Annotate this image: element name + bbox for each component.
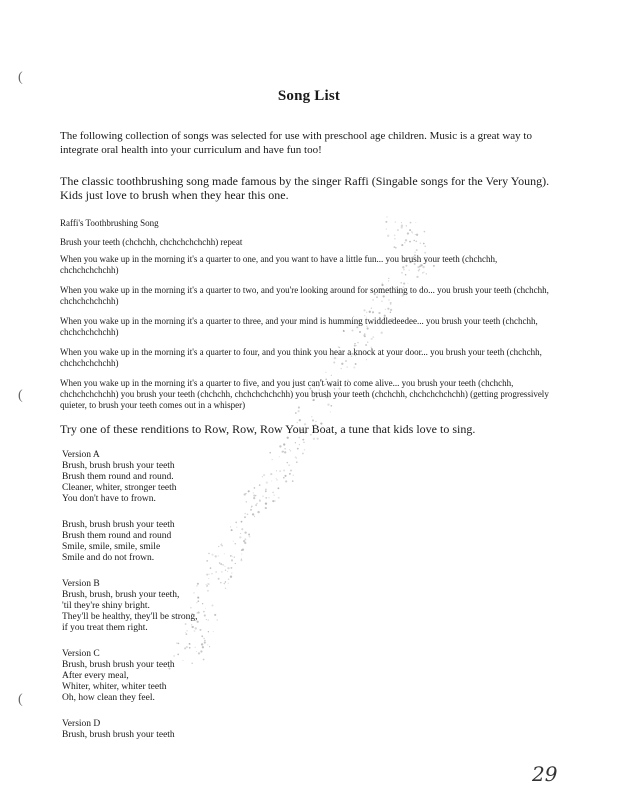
speckle-dot <box>182 660 183 661</box>
speckle-dot <box>228 583 229 584</box>
speckle-dot <box>394 235 396 237</box>
speckle-dot <box>248 490 250 492</box>
speckle-dot <box>206 560 208 562</box>
speckle-dot <box>198 612 200 614</box>
lyric-line: Whiter, whiter, whiter teeth <box>62 682 167 692</box>
speckle-dot <box>200 650 202 652</box>
speckle-dot <box>407 283 408 284</box>
speckle-dot <box>208 620 209 621</box>
speckle-dot <box>385 309 386 310</box>
speckle-dot <box>255 495 256 496</box>
speckle-dot <box>290 469 292 471</box>
speckle-dot <box>243 540 245 542</box>
speckle-dot <box>230 555 232 557</box>
speckle-dot <box>295 456 296 457</box>
speckle-dot <box>190 607 192 609</box>
speckle-dot <box>212 605 214 607</box>
speckle-dot <box>186 646 188 648</box>
speckle-dot <box>276 478 277 479</box>
speckle-dot <box>304 449 305 450</box>
speckle-dot <box>220 563 222 565</box>
speckle-dot <box>272 492 274 494</box>
speckle-dot <box>269 452 271 454</box>
speckle-dot <box>186 630 188 632</box>
speckle-dot <box>265 491 267 493</box>
speckle-dot <box>256 503 258 505</box>
speckle-dot <box>281 451 283 453</box>
speckle-dot <box>262 495 263 496</box>
intro-paragraph: The following collection of songs was selected for use with preschool age children. Music is a great way to integrate oral health into your curriculum and have fun too! <box>60 130 532 156</box>
speckle-dot <box>220 544 221 545</box>
speckle-dot <box>225 581 226 582</box>
speckle-dot <box>196 651 197 652</box>
speckle-dot <box>372 311 374 313</box>
speckle-dot <box>176 642 178 644</box>
speckle-dot <box>414 252 415 253</box>
speckle-dot <box>317 438 319 440</box>
speckle-dot <box>244 493 246 495</box>
speckle-dot <box>224 553 225 554</box>
speckle-dot <box>230 567 232 569</box>
speckle-dot <box>204 614 206 616</box>
speckle-dot <box>369 311 371 313</box>
lyric-line: You don't have to frown. <box>62 494 156 504</box>
speckle-dot <box>207 585 208 586</box>
lyric-line: Oh, how clean they feel. <box>62 693 155 703</box>
speckle-dot <box>288 464 290 466</box>
speckle-dot <box>302 439 304 441</box>
speckle-dot <box>241 521 243 523</box>
speckle-dot <box>313 438 315 440</box>
speckle-dot <box>279 456 280 457</box>
speckle-dot <box>400 282 402 284</box>
speckle-dot <box>236 527 237 528</box>
speckle-dot <box>303 442 304 443</box>
speckle-dot <box>191 624 192 625</box>
speckle-dot <box>205 608 206 609</box>
speckle-dot <box>390 312 392 314</box>
speckle-dot <box>416 249 418 251</box>
speckle-dot <box>196 585 197 586</box>
speckle-dot <box>240 533 241 534</box>
lyric-line: After every meal, <box>62 671 129 681</box>
speckle-dot <box>221 545 223 547</box>
speckle-dot <box>206 619 207 620</box>
speckle-dot <box>263 474 265 476</box>
speckle-dot <box>227 571 228 572</box>
speckle-dot <box>265 507 267 509</box>
margin-mark: ( <box>18 692 23 707</box>
speckle-dot <box>409 229 411 231</box>
lyric-line: Brush, brush brush your teeth <box>62 461 175 471</box>
speckle-dot <box>231 572 232 573</box>
speckle-dot <box>292 480 294 482</box>
speckle-dot <box>235 543 236 544</box>
speckle-dot <box>234 557 235 558</box>
speckle-dot <box>177 654 179 656</box>
speckle-dot <box>239 536 241 538</box>
speckle-dot <box>203 638 204 639</box>
speckle-dot <box>299 419 301 421</box>
speckle-dot <box>207 583 208 584</box>
speckle-dot <box>378 312 380 314</box>
speckle-dot <box>185 632 186 633</box>
lyric-line: Brush them round and round. <box>62 472 174 482</box>
speckle-dot <box>259 500 260 501</box>
page-title: Song List <box>277 88 341 104</box>
speckle-dot <box>390 309 392 311</box>
speckle-dot <box>274 495 275 496</box>
speckle-dot <box>235 522 237 524</box>
speckle-dot <box>283 477 285 479</box>
speckle-dot <box>217 619 218 620</box>
speckle-dot <box>296 461 298 463</box>
speckle-dot <box>272 500 274 502</box>
speckle-dot <box>265 489 267 491</box>
speckle-dot <box>289 473 291 475</box>
speckle-dot <box>209 646 210 647</box>
speckle-dot <box>388 278 389 279</box>
speckle-dot <box>198 652 200 654</box>
speckle-dot <box>262 476 263 477</box>
speckle-dot <box>202 603 203 604</box>
speckle-dot <box>207 644 208 645</box>
speckle-dot <box>325 372 326 373</box>
speckle-dot <box>227 568 228 569</box>
speckle-dot <box>285 480 287 482</box>
speckle-dot <box>206 584 207 585</box>
speckle-dot <box>184 647 186 649</box>
speckle-dot <box>193 592 194 593</box>
speckle-dot <box>222 564 223 565</box>
speckle-dot <box>287 437 289 439</box>
speckle-dot <box>246 501 247 502</box>
speckle-dot <box>249 536 251 538</box>
raffi-song-title: Raffi's Toothbrushing Song <box>60 218 159 228</box>
speckle-dot <box>415 234 416 235</box>
speckle-dot <box>424 231 426 233</box>
margin-mark: ( <box>18 388 23 403</box>
speckle-dot <box>228 578 230 580</box>
speckle-dot <box>241 528 243 530</box>
version-d-heading: Version D <box>62 719 101 729</box>
lyric-line: Smile and do not frown. <box>62 553 155 563</box>
speckle-dot <box>265 497 267 499</box>
speckle-dot <box>244 531 246 533</box>
verse-line: When you wake up in the morning it's a quarter to five, and you just can't wait to come alive... you brush your teeth (chchchh, chchchchchchh) you brush your teeth (chchchh, chchchchchchh) you brush your teeth (chchchh, chchchchchchh) (getting progressively quieter, to brush your teeth comes out in a whisper) <box>60 378 549 410</box>
page-number: 29 <box>532 762 558 786</box>
speckle-dot <box>195 647 196 648</box>
speckle-dot <box>240 559 242 561</box>
speckle-dot <box>244 538 246 540</box>
speckle-dot <box>382 283 383 284</box>
speckle-dot <box>298 437 300 439</box>
lyric-line: if you treat them right. <box>62 623 148 633</box>
speckle-dot <box>199 629 201 631</box>
speckle-dot <box>268 497 269 498</box>
speckle-dot <box>225 570 226 571</box>
speckle-dot <box>204 642 206 644</box>
speckle-dot <box>178 643 180 645</box>
speckle-dot <box>276 470 277 471</box>
speckle-dot <box>295 442 296 443</box>
speckle-dot <box>253 494 255 496</box>
version-a-heading: Version A <box>62 450 100 460</box>
speckle-dot <box>252 513 254 515</box>
speckle-dot <box>407 232 409 234</box>
lyric-line: Smile, smile, smile, smile <box>62 542 161 552</box>
speckle-dot <box>255 504 256 505</box>
speckle-dot <box>219 562 221 564</box>
speckle-dot <box>276 479 277 480</box>
speckle-dot <box>206 574 208 576</box>
speckle-dot <box>218 578 220 580</box>
speckle-dot <box>235 563 236 564</box>
row-row-intro: Try one of these renditions to Row, Row, Row Your Boat, a tune that kids love to sing. <box>60 422 476 436</box>
speckle-dot <box>207 590 209 592</box>
speckle-dot <box>311 416 312 417</box>
speckle-dot <box>195 627 197 629</box>
speckle-dot <box>250 509 252 511</box>
speckle-dot <box>231 559 233 561</box>
speckle-dot <box>218 555 219 556</box>
speckle-dot <box>371 338 373 340</box>
classic-song-paragraph: The classic toothbrushing song made famous by the singer Raffi (Singable songs for the Very Young). Kids just love to brush when they hear this one. <box>60 174 550 202</box>
verse-line: When you wake up in the morning it's a quarter to two, and you're looking around for something to do... you brush your teeth (chchchh, chchchchchchh) <box>60 285 549 306</box>
speckle-dot <box>247 513 249 515</box>
speckle-dot <box>265 502 267 504</box>
speckle-dot <box>242 548 244 550</box>
lyric-line: They'll be healthy, they'll be strong, <box>62 612 198 622</box>
speckle-dot <box>173 655 174 656</box>
speckle-dot <box>387 308 389 310</box>
speckle-dot <box>251 505 253 507</box>
speckle-dot <box>197 600 199 602</box>
speckle-dot <box>233 541 234 542</box>
speckle-dot <box>365 344 367 346</box>
speckle-dot <box>284 448 285 449</box>
speckle-dot <box>257 511 259 513</box>
speckle-dot <box>231 529 233 531</box>
speckle-dot <box>214 614 216 616</box>
verse-line: When you wake up in the morning it's a quarter to three, and your mind is humming twiddledeedee... you brush your teeth (chchchh, chchchchchchh) <box>60 316 538 337</box>
speckle-dot <box>254 487 256 489</box>
speckle-dot <box>203 611 205 613</box>
speckle-dot <box>202 646 204 648</box>
speckle-dot <box>244 513 245 514</box>
speckle-dot <box>412 232 413 233</box>
speckle-dot <box>266 482 268 484</box>
speckle-dot <box>204 640 206 642</box>
speckle-dot <box>283 470 285 472</box>
speckle-dot <box>279 470 280 471</box>
lyric-line: Cleaner, whiter, stronger teeth <box>62 483 177 493</box>
verse-line: When you wake up in the morning it's a quarter to one, and you want to have a little fun... you brush your teeth (chchchh, chchchchchchh) <box>60 254 498 275</box>
speckle-dot <box>284 451 286 453</box>
speckle-dot <box>290 450 291 451</box>
speckle-dot <box>224 566 225 567</box>
speckle-dot <box>241 553 242 554</box>
speckle-dot <box>363 309 365 311</box>
speckle-dot <box>330 411 331 412</box>
speckle-dot <box>203 659 205 661</box>
speckle-dot <box>230 576 232 578</box>
speckle-dot <box>289 449 290 450</box>
speckle-dot <box>221 544 222 545</box>
speckle-dot <box>218 546 219 547</box>
speckle-dot <box>208 578 209 579</box>
speckle-dot <box>416 276 418 278</box>
speckle-dot <box>191 663 193 665</box>
speckle-dot <box>259 484 261 486</box>
speckle-dot <box>244 516 246 518</box>
speckle-dot <box>216 571 217 572</box>
speckle-dot <box>297 448 299 450</box>
speckle-dot <box>299 444 300 445</box>
speckle-dot <box>248 534 250 536</box>
speckle-dot <box>284 475 286 477</box>
speckle-dot <box>185 623 187 625</box>
speckle-dot <box>232 556 233 557</box>
lyric-line: Brush them round and round <box>62 531 172 541</box>
speckle-dot <box>272 459 273 460</box>
speckle-dot <box>253 497 255 499</box>
speckle-dot <box>210 567 212 569</box>
speckle-dot <box>416 234 418 236</box>
speckle-dot <box>367 342 368 343</box>
speckle-dot <box>197 583 199 585</box>
lyric-line: Brush, brush brush your teeth <box>62 520 175 530</box>
verse-line: Brush your teeth (chchchh, chchchchchchh) repeat <box>60 237 243 247</box>
speckle-dot <box>208 553 209 554</box>
speckle-dot <box>287 462 288 463</box>
speckle-dot <box>279 445 281 447</box>
lyric-line: Brush, brush, brush your teeth, <box>62 590 180 600</box>
speckle-dot <box>277 487 279 489</box>
speckle-dot <box>371 307 372 308</box>
speckle-dot <box>196 602 197 603</box>
speckle-dot <box>192 626 194 628</box>
speckle-dot <box>293 475 294 476</box>
speckle-dot <box>208 631 209 632</box>
speckle-dot <box>197 597 199 599</box>
speckle-dot <box>230 526 231 527</box>
speckle-dot <box>278 497 280 499</box>
speckle-dot <box>271 480 272 481</box>
lyric-line: Brush, brush brush your teeth <box>62 660 175 670</box>
speckle-dot <box>213 631 214 632</box>
speckle-dot <box>357 342 358 343</box>
speckle-dot <box>215 555 217 557</box>
speckle-dot <box>397 229 399 231</box>
speckle-dot <box>253 492 254 493</box>
speckle-dot <box>189 647 191 649</box>
speckle-dot <box>211 554 213 556</box>
speckle-dot <box>366 312 367 313</box>
speckle-dot <box>186 633 188 635</box>
speckle-dot <box>254 516 255 517</box>
speckle-dot <box>354 343 355 344</box>
version-b-heading: Version B <box>62 579 100 589</box>
speckle-dot <box>208 574 209 575</box>
verse-line: When you wake up in the morning it's a quarter to four, and you think you hear a knock at your door... you brush your teeth (chchchh, chchchchchchh) <box>60 347 542 368</box>
speckle-dot <box>225 588 226 589</box>
speckle-dot <box>194 630 196 632</box>
speckle-dot <box>201 643 203 645</box>
speckle-dot <box>224 583 225 584</box>
speckle-dot <box>270 473 272 475</box>
margin-mark: ( <box>18 70 23 85</box>
lyric-line: Brush, brush brush your teeth <box>62 730 175 740</box>
speckle-dot <box>220 582 222 584</box>
lyric-line: 'til they're shiny bright. <box>62 601 150 611</box>
speckle-dot <box>388 280 389 281</box>
version-c-heading: Version C <box>62 649 100 659</box>
speckle-dot <box>221 571 222 572</box>
speckle-dot <box>331 375 332 376</box>
speckle-dot <box>211 573 212 574</box>
speckle-dot <box>201 635 203 637</box>
speckle-dot <box>283 443 285 445</box>
speckle-dot <box>295 412 297 414</box>
speckle-dot <box>302 453 304 455</box>
speckle-dot <box>189 643 190 644</box>
